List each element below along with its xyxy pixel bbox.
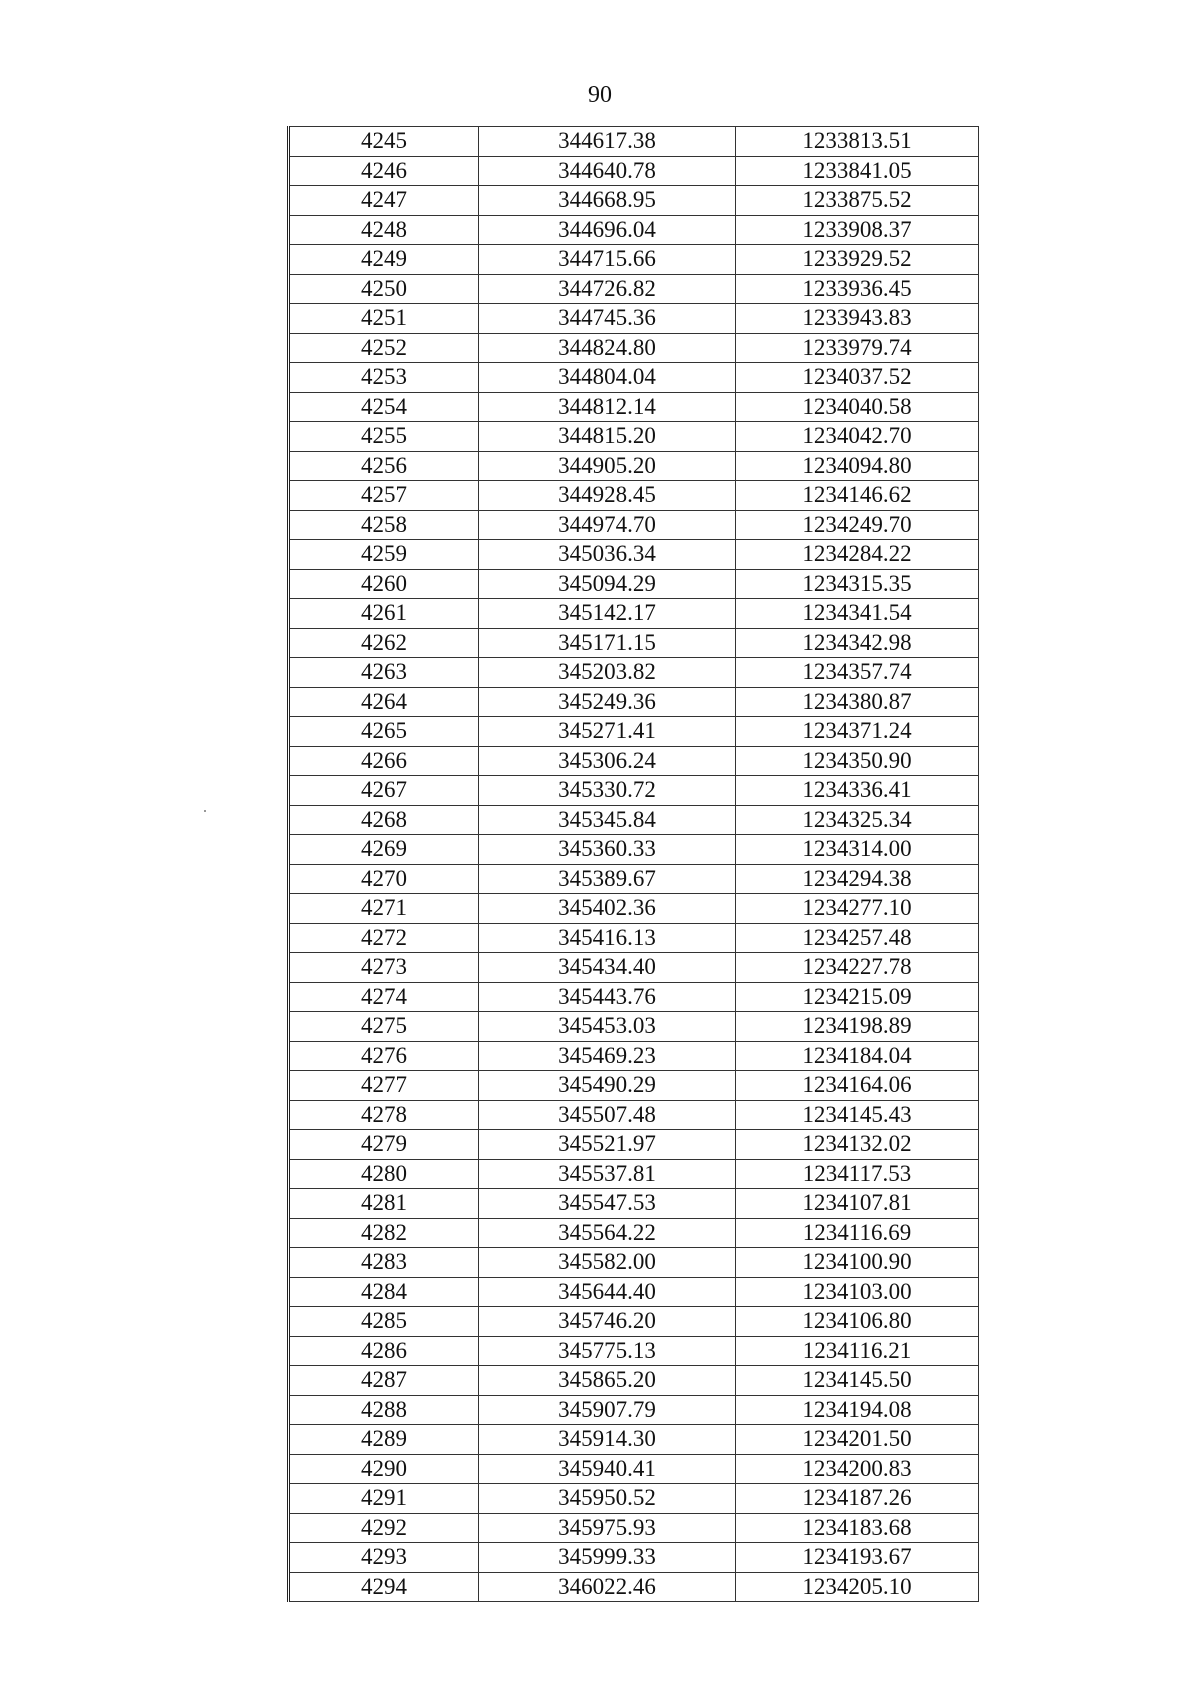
point-number-cell: 4277 [289, 1071, 479, 1101]
y-coordinate-cell: 1234146.62 [736, 481, 979, 511]
x-coordinate-cell: 345330.72 [479, 776, 736, 806]
y-coordinate-cell: 1234040.58 [736, 392, 979, 422]
table-row [289, 1248, 979, 1278]
table-row [289, 1012, 979, 1042]
x-coordinate-cell: 345975.93 [479, 1513, 736, 1543]
y-coordinate-cell: 1234100.90 [736, 1248, 979, 1278]
y-coordinate-cell: 1234341.54 [736, 599, 979, 629]
y-coordinate-cell: 1234201.50 [736, 1425, 979, 1455]
table-row [289, 628, 979, 658]
point-number-cell: 4275 [289, 1012, 479, 1042]
point-number-cell: 4252 [289, 333, 479, 363]
y-coordinate-cell: 1234371.24 [736, 717, 979, 747]
x-coordinate-cell: 344812.14 [479, 392, 736, 422]
table-row [289, 540, 979, 570]
point-number-cell: 4292 [289, 1513, 479, 1543]
y-coordinate-cell: 1234037.52 [736, 363, 979, 393]
table-row [289, 1277, 979, 1307]
point-number-cell: 4290 [289, 1454, 479, 1484]
x-coordinate-cell: 345950.52 [479, 1484, 736, 1514]
y-coordinate-cell: 1233875.52 [736, 186, 979, 216]
point-number-cell: 4274 [289, 982, 479, 1012]
x-coordinate-cell: 345171.15 [479, 628, 736, 658]
point-number-cell: 4283 [289, 1248, 479, 1278]
point-number-cell: 4287 [289, 1366, 479, 1396]
y-coordinate-cell: 1234325.34 [736, 805, 979, 835]
y-coordinate-cell: 1234145.50 [736, 1366, 979, 1396]
x-coordinate-cell: 345564.22 [479, 1218, 736, 1248]
point-number-cell: 4285 [289, 1307, 479, 1337]
point-number-cell: 4276 [289, 1041, 479, 1071]
point-number-cell: 4262 [289, 628, 479, 658]
x-coordinate-cell: 345094.29 [479, 569, 736, 599]
y-coordinate-cell: 1234117.53 [736, 1159, 979, 1189]
point-number-cell: 4246 [289, 156, 479, 186]
point-number-cell: 4259 [289, 540, 479, 570]
table-row [289, 805, 979, 835]
point-number-cell: 4260 [289, 569, 479, 599]
x-coordinate-cell: 345036.34 [479, 540, 736, 570]
point-number-cell: 4269 [289, 835, 479, 865]
x-coordinate-cell: 345203.82 [479, 658, 736, 688]
x-coordinate-cell: 344815.20 [479, 422, 736, 452]
x-coordinate-cell: 345142.17 [479, 599, 736, 629]
y-coordinate-cell: 1234107.81 [736, 1189, 979, 1219]
point-number-cell: 4254 [289, 392, 479, 422]
table-row [289, 599, 979, 629]
table-row [289, 156, 979, 186]
y-coordinate-cell: 1234116.69 [736, 1218, 979, 1248]
y-coordinate-cell: 1234187.26 [736, 1484, 979, 1514]
table-row [289, 894, 979, 924]
y-coordinate-cell: 1233908.37 [736, 215, 979, 245]
table-row [289, 864, 979, 894]
table-row [289, 835, 979, 865]
x-coordinate-cell: 345345.84 [479, 805, 736, 835]
y-coordinate-cell: 1234116.21 [736, 1336, 979, 1366]
table-row [289, 1100, 979, 1130]
coordinate-table [287, 126, 979, 1602]
x-coordinate-cell: 345775.13 [479, 1336, 736, 1366]
x-coordinate-cell: 345746.20 [479, 1307, 736, 1337]
point-number-cell: 4266 [289, 746, 479, 776]
point-number-cell: 4293 [289, 1543, 479, 1573]
y-coordinate-cell: 1233936.45 [736, 274, 979, 304]
point-number-cell: 4247 [289, 186, 479, 216]
table-row [289, 953, 979, 983]
point-number-cell: 4280 [289, 1159, 479, 1189]
table-row [289, 923, 979, 953]
x-coordinate-cell: 345416.13 [479, 923, 736, 953]
x-coordinate-cell: 345521.97 [479, 1130, 736, 1160]
y-coordinate-cell: 1234132.02 [736, 1130, 979, 1160]
point-number-cell: 4256 [289, 451, 479, 481]
point-number-cell: 4289 [289, 1425, 479, 1455]
x-coordinate-cell: 345271.41 [479, 717, 736, 747]
x-coordinate-cell: 344617.38 [479, 127, 736, 157]
y-coordinate-cell: 1234342.98 [736, 628, 979, 658]
x-coordinate-cell: 345914.30 [479, 1425, 736, 1455]
point-number-cell: 4255 [289, 422, 479, 452]
point-number-cell: 4284 [289, 1277, 479, 1307]
point-number-cell: 4263 [289, 658, 479, 688]
x-coordinate-cell: 345907.79 [479, 1395, 736, 1425]
x-coordinate-cell: 345249.36 [479, 687, 736, 717]
x-coordinate-cell: 344905.20 [479, 451, 736, 481]
y-coordinate-cell: 1234350.90 [736, 746, 979, 776]
x-coordinate-cell: 345402.36 [479, 894, 736, 924]
y-coordinate-cell: 1234103.00 [736, 1277, 979, 1307]
table-row [289, 1425, 979, 1455]
scan-speck [204, 810, 206, 812]
point-number-cell: 4265 [289, 717, 479, 747]
table-row [289, 658, 979, 688]
x-coordinate-cell: 344928.45 [479, 481, 736, 511]
x-coordinate-cell: 345582.00 [479, 1248, 736, 1278]
point-number-cell: 4279 [289, 1130, 479, 1160]
table-row [289, 481, 979, 511]
x-coordinate-cell: 345490.29 [479, 1071, 736, 1101]
point-number-cell: 4245 [289, 127, 479, 157]
y-coordinate-cell: 1234336.41 [736, 776, 979, 806]
point-number-cell: 4251 [289, 304, 479, 334]
table-row [289, 1336, 979, 1366]
point-number-cell: 4261 [289, 599, 479, 629]
y-coordinate-cell: 1234249.70 [736, 510, 979, 540]
y-coordinate-cell: 1234106.80 [736, 1307, 979, 1337]
page-number: 90 [588, 82, 612, 108]
x-coordinate-cell: 346022.46 [479, 1572, 736, 1602]
y-coordinate-cell: 1234042.70 [736, 422, 979, 452]
table-row [289, 1543, 979, 1573]
x-coordinate-cell: 344640.78 [479, 156, 736, 186]
table-row [289, 451, 979, 481]
table-row [289, 1071, 979, 1101]
y-coordinate-cell: 1234184.04 [736, 1041, 979, 1071]
y-coordinate-cell: 1234315.35 [736, 569, 979, 599]
table-row [289, 1159, 979, 1189]
y-coordinate-cell: 1233929.52 [736, 245, 979, 275]
x-coordinate-cell: 345360.33 [479, 835, 736, 865]
table-row [289, 274, 979, 304]
y-coordinate-cell: 1234294.38 [736, 864, 979, 894]
point-number-cell: 4288 [289, 1395, 479, 1425]
y-coordinate-cell: 1233841.05 [736, 156, 979, 186]
y-coordinate-cell: 1234183.68 [736, 1513, 979, 1543]
table-row [289, 1041, 979, 1071]
table-row [289, 1484, 979, 1514]
table-row [289, 717, 979, 747]
x-coordinate-cell: 345865.20 [479, 1366, 736, 1396]
x-coordinate-cell: 345389.67 [479, 864, 736, 894]
table-row [289, 510, 979, 540]
table-row [289, 687, 979, 717]
table-row [289, 363, 979, 393]
x-coordinate-cell: 344804.04 [479, 363, 736, 393]
table-row [289, 304, 979, 334]
y-coordinate-cell: 1234198.89 [736, 1012, 979, 1042]
table-row [289, 422, 979, 452]
y-coordinate-cell: 1234164.06 [736, 1071, 979, 1101]
y-coordinate-cell: 1234145.43 [736, 1100, 979, 1130]
y-coordinate-cell: 1234205.10 [736, 1572, 979, 1602]
point-number-cell: 4282 [289, 1218, 479, 1248]
x-coordinate-cell: 344745.36 [479, 304, 736, 334]
point-number-cell: 4250 [289, 274, 479, 304]
table-row [289, 1366, 979, 1396]
x-coordinate-cell: 345940.41 [479, 1454, 736, 1484]
y-coordinate-cell: 1234194.08 [736, 1395, 979, 1425]
table-row [289, 245, 979, 275]
x-coordinate-cell: 345547.53 [479, 1189, 736, 1219]
point-number-cell: 4253 [289, 363, 479, 393]
point-number-cell: 4281 [289, 1189, 479, 1219]
y-coordinate-cell: 1234227.78 [736, 953, 979, 983]
x-coordinate-cell: 345644.40 [479, 1277, 736, 1307]
table-row [289, 1218, 979, 1248]
x-coordinate-cell: 345434.40 [479, 953, 736, 983]
x-coordinate-cell: 345443.76 [479, 982, 736, 1012]
y-coordinate-cell: 1233943.83 [736, 304, 979, 334]
point-number-cell: 4267 [289, 776, 479, 806]
y-coordinate-cell: 1234193.67 [736, 1543, 979, 1573]
y-coordinate-cell: 1234215.09 [736, 982, 979, 1012]
table-row [289, 215, 979, 245]
point-number-cell: 4264 [289, 687, 479, 717]
point-number-cell: 4294 [289, 1572, 479, 1602]
x-coordinate-cell: 344696.04 [479, 215, 736, 245]
y-coordinate-cell: 1234284.22 [736, 540, 979, 570]
point-number-cell: 4286 [289, 1336, 479, 1366]
table-row [289, 333, 979, 363]
y-coordinate-cell: 1234314.00 [736, 835, 979, 865]
table-row [289, 1454, 979, 1484]
table-row [289, 1395, 979, 1425]
y-coordinate-cell: 1234257.48 [736, 923, 979, 953]
table-row [289, 1189, 979, 1219]
y-coordinate-cell: 1234200.83 [736, 1454, 979, 1484]
y-coordinate-cell: 1234357.74 [736, 658, 979, 688]
x-coordinate-cell: 344974.70 [479, 510, 736, 540]
point-number-cell: 4270 [289, 864, 479, 894]
point-number-cell: 4272 [289, 923, 479, 953]
table-row [289, 1130, 979, 1160]
table-row [289, 1572, 979, 1602]
point-number-cell: 4249 [289, 245, 479, 275]
table-row [289, 569, 979, 599]
y-coordinate-cell: 1233979.74 [736, 333, 979, 363]
point-number-cell: 4278 [289, 1100, 479, 1130]
y-coordinate-cell: 1234277.10 [736, 894, 979, 924]
table-row [289, 746, 979, 776]
x-coordinate-cell: 345306.24 [479, 746, 736, 776]
table-row [289, 186, 979, 216]
table-row [289, 1307, 979, 1337]
point-number-cell: 4258 [289, 510, 479, 540]
point-number-cell: 4268 [289, 805, 479, 835]
x-coordinate-cell: 345537.81 [479, 1159, 736, 1189]
x-coordinate-cell: 345999.33 [479, 1543, 736, 1573]
y-coordinate-cell: 1234380.87 [736, 687, 979, 717]
x-coordinate-cell: 344668.95 [479, 186, 736, 216]
point-number-cell: 4248 [289, 215, 479, 245]
table-row [289, 1513, 979, 1543]
x-coordinate-cell: 344824.80 [479, 333, 736, 363]
table-row [289, 982, 979, 1012]
x-coordinate-cell: 345469.23 [479, 1041, 736, 1071]
y-coordinate-cell: 1233813.51 [736, 127, 979, 157]
table-row [289, 392, 979, 422]
table-row [289, 776, 979, 806]
x-coordinate-cell: 345507.48 [479, 1100, 736, 1130]
table-row [289, 127, 979, 157]
coordinate-table-body [289, 127, 979, 1602]
x-coordinate-cell: 344715.66 [479, 245, 736, 275]
point-number-cell: 4291 [289, 1484, 479, 1514]
y-coordinate-cell: 1234094.80 [736, 451, 979, 481]
x-coordinate-cell: 344726.82 [479, 274, 736, 304]
x-coordinate-cell: 345453.03 [479, 1012, 736, 1042]
point-number-cell: 4273 [289, 953, 479, 983]
point-number-cell: 4271 [289, 894, 479, 924]
point-number-cell: 4257 [289, 481, 479, 511]
